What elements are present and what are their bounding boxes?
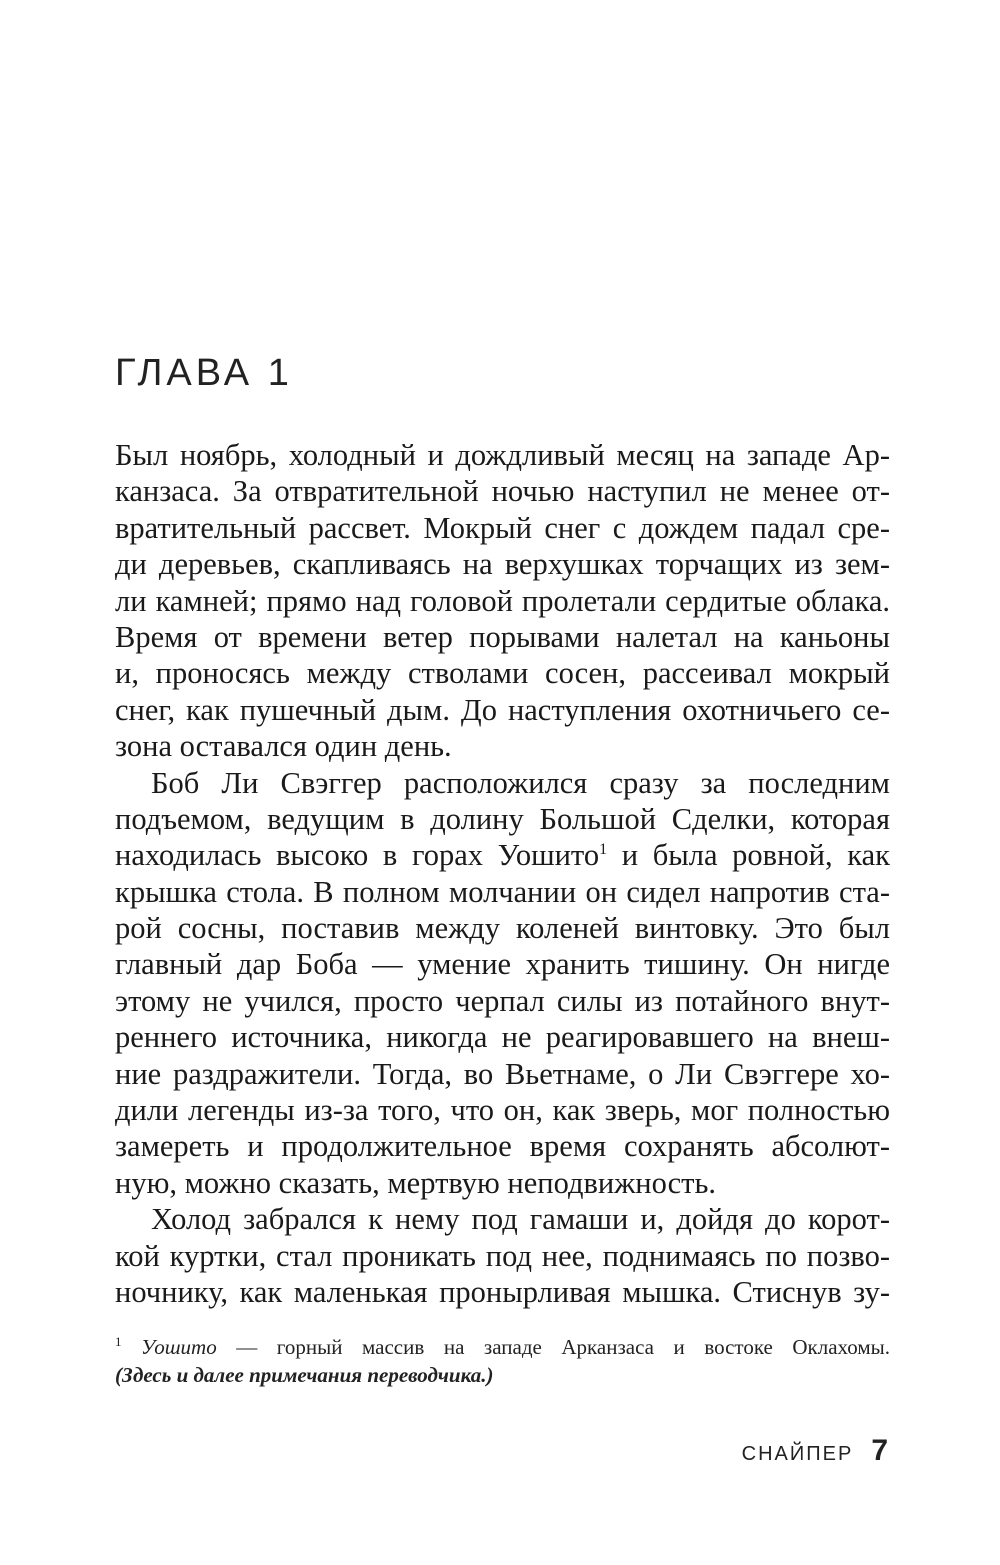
text-segment: находилась высоко в горах Уошито <box>115 838 600 873</box>
text-line: рой сосны, поставив между коленей винтовку. Это был <box>115 911 890 946</box>
text-line-with-footnote <box>115 837 890 873</box>
text-line: Время от времени ветер порывами налетал на каньоны <box>115 619 890 654</box>
book-title: СНАЙПЕР <box>741 1443 854 1465</box>
text-line: Был ноябрь, холодный и дождливый месяц на западе Ар- <box>115 438 890 472</box>
running-footer <box>742 1434 888 1474</box>
text-line: ние раздражители. Тогда, во Вьетнаме, о Ли Свэггере хо- <box>115 1056 890 1091</box>
footnote <box>115 1333 890 1389</box>
text-line: крышка стола. В полном молчании он сидел напротив ста- <box>115 874 890 909</box>
text-line: ди деревьев, скапливаясь на верхушках торчащих из зем- <box>115 547 890 582</box>
chapter-title: ГЛАВА 1 <box>115 352 293 394</box>
text-line: реннего источника, никогда не реагировавшего на внеш- <box>115 1020 890 1055</box>
text-line: Боб Ли Свэггер расположился сразу за последним <box>151 765 890 800</box>
paragraph-2 <box>115 765 890 1202</box>
translator-note: (Здесь и далее примечания переводчика.) <box>115 1363 494 1387</box>
main-text <box>115 437 890 1310</box>
text-line: зона оставался один день. <box>115 729 452 764</box>
footnote-divider <box>115 1322 275 1323</box>
text-line: вратительный рассвет. Мокрый снег с дождем падал сре- <box>115 510 890 545</box>
footnote-line <box>115 1333 890 1361</box>
text-line: подъемом, ведущим в долину Большой Сделки, которая <box>115 801 890 836</box>
text-segment: и была ровной, как <box>621 838 890 873</box>
text-line: главный дар Боба — умение хранить тишину. Он нигде <box>115 947 890 982</box>
footnote-number: 1 <box>115 1334 122 1349</box>
text-line: Холод забрался к нему под гамаши и, дойдя до корот- <box>151 1202 890 1237</box>
text-line: ную, можно сказать, мертвую неподвижность. <box>115 1165 717 1200</box>
text-line: дили легенды из-за того, что он, как зверь, мог полностью <box>115 1093 890 1128</box>
text-line: кой куртки, стал проникать под нее, поднимаясь по позво- <box>115 1238 890 1273</box>
paragraph-3 <box>115 1201 890 1310</box>
text-line: замереть и продолжительное время сохранять абсолют- <box>115 1129 890 1164</box>
text-line: канзаса. За отвратительной ночью наступил не менее от- <box>115 474 890 509</box>
text-line: ли камней; прямо над головой пролетали сердитые облака. <box>115 583 890 618</box>
text-line: этому не учился, просто черпал силы из потайного внут- <box>115 983 890 1018</box>
footnote-text: — горный массив на западе Арканзаса и востоке Оклахомы. <box>216 1335 890 1359</box>
text-line: снег, как пушечный дым. До наступления охотничьего се- <box>115 692 890 727</box>
text-line: ночнику, как маленькая пронырливая мышка. Стиснув зу- <box>115 1274 890 1309</box>
footnote-term: Уошито <box>141 1335 217 1359</box>
page-number: 7 <box>871 1434 888 1467</box>
footnote-marker[interactable]: 1 <box>599 841 608 859</box>
paragraph-1 <box>115 437 890 765</box>
text-line: и, проносясь между стволами сосен, рассеивал мокрый <box>115 656 890 691</box>
